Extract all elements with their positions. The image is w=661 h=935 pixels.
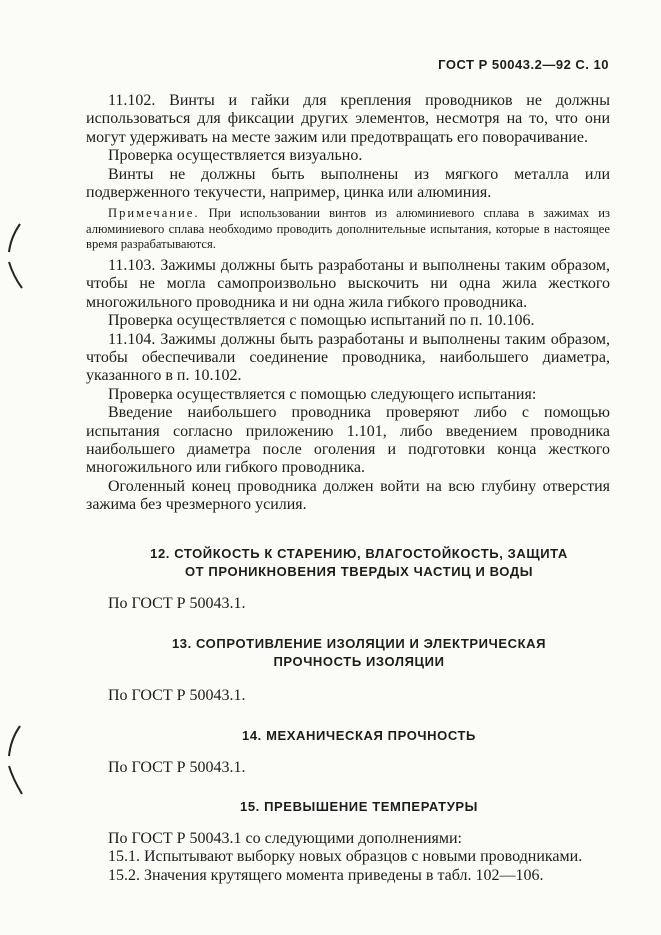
note-text: При использовании винтов из алюминиевого сплава в зажимах из алюминиевого сплава необходимо проводить дополнительные испытания, которые в настоящее время разрабатываются. — [86, 206, 610, 252]
clause-15-1: 15.1. Испытывают выборку новых образцов с новыми проводниками. — [108, 848, 583, 866]
section-13-heading-line-1: 13. СОПРОТИВЛЕНИЕ ИЗОЛЯЦИИ И ЭЛЕКТРИЧЕСКАЯ — [171, 636, 547, 652]
bracket-stroke-lower-top — [9, 726, 20, 756]
screws-material-requirement: Винты не должны быть выполнены из мягкого металла или подверженного текучести, например, цинка или алюминия. — [86, 165, 610, 202]
section-14-body: По ГОСТ Р 50043.1. — [108, 759, 246, 777]
section-15-heading: 15. ПРЕВЫШЕНИЕ ТЕМПЕРАТУРЫ — [240, 798, 478, 814]
conductor-insertion-check: Введение наибольшего проводника проверяют либо с помощью испытания согласно приложению 1.101, либо введением проводника наибольшего диаметра после оголения и подготовки конца жесткого многожильного или гибкого проводника. — [86, 404, 610, 477]
section-14-heading: 14. МЕХАНИЧЕСКАЯ ПРОЧНОСТЬ — [242, 728, 476, 744]
note-label: Примечание. — [108, 206, 200, 221]
section-12-heading-line-1: 12. СТОЙКОСТЬ К СТАРЕНИЮ, ВЛАГОСТОЙКОСТЬ, ЗАЩИТА — [150, 545, 568, 561]
margin-bracket-mark-lower — [2, 722, 28, 798]
section-12-body: По ГОСТ Р 50043.1. — [108, 594, 246, 612]
bracket-stroke-lower-bottom — [9, 766, 22, 794]
clause-15-2: 15.2. Значения крутящего момента приведены в табл. 102—106. — [108, 866, 544, 884]
section-13-body: По ГОСТ Р 50043.1. — [108, 687, 246, 705]
note-paragraph — [86, 206, 610, 253]
clause-11-102: 11.102. Винты и гайки для крепления проводников не должны использоваться для фиксации других элементов, несмотря на то, что они могут удерживать на месте зажим или предотвращать его поворачивание. — [86, 92, 610, 146]
bracket-stroke-upper-top — [9, 224, 20, 252]
bracket-stroke-upper-bottom — [9, 262, 22, 288]
section-15-body: По ГОСТ Р 50043.1 со следующими дополнениями: — [108, 829, 462, 847]
clause-11-104: 11.104. Зажимы должны быть разработаны и выполнены таким образом, чтобы обеспечивали соединение проводника, наибольшего диаметра, указанного в п. 10.102. — [86, 330, 610, 385]
page-header: ГОСТ Р 50043.2—92 С. 10 — [438, 57, 609, 72]
verification-visual: Проверка осуществляется визуально. — [108, 147, 363, 165]
section-13-heading-line-2: ПРОЧНОСТЬ ИЗОЛЯЦИИ — [273, 654, 445, 670]
document-body — [86, 92, 610, 885]
clause-11-103: 11.103. Зажимы должны быть разработаны и выполнены таким образом, чтобы не могла самопроизвольно выскочить ни одна жила жесткого многожильного проводника и ни одна жила гибкого проводника. — [86, 256, 610, 311]
verification-following-test: Проверка осуществляется с помощью следующего испытания: — [108, 385, 537, 403]
margin-bracket-mark-upper — [2, 220, 28, 292]
verification-test-10-106: Проверка осуществляется с помощью испытаний по п. 10.106. — [108, 312, 535, 330]
section-12-heading-line-2: ОТ ПРОНИКНОВЕНИЯ ТВЕРДЫХ ЧАСТИЦ И ВОДЫ — [184, 563, 534, 579]
stripped-end-requirement: Оголенный конец проводника должен войти на всю глубину отверстия зажима без чрезмерного усилия. — [86, 477, 610, 514]
